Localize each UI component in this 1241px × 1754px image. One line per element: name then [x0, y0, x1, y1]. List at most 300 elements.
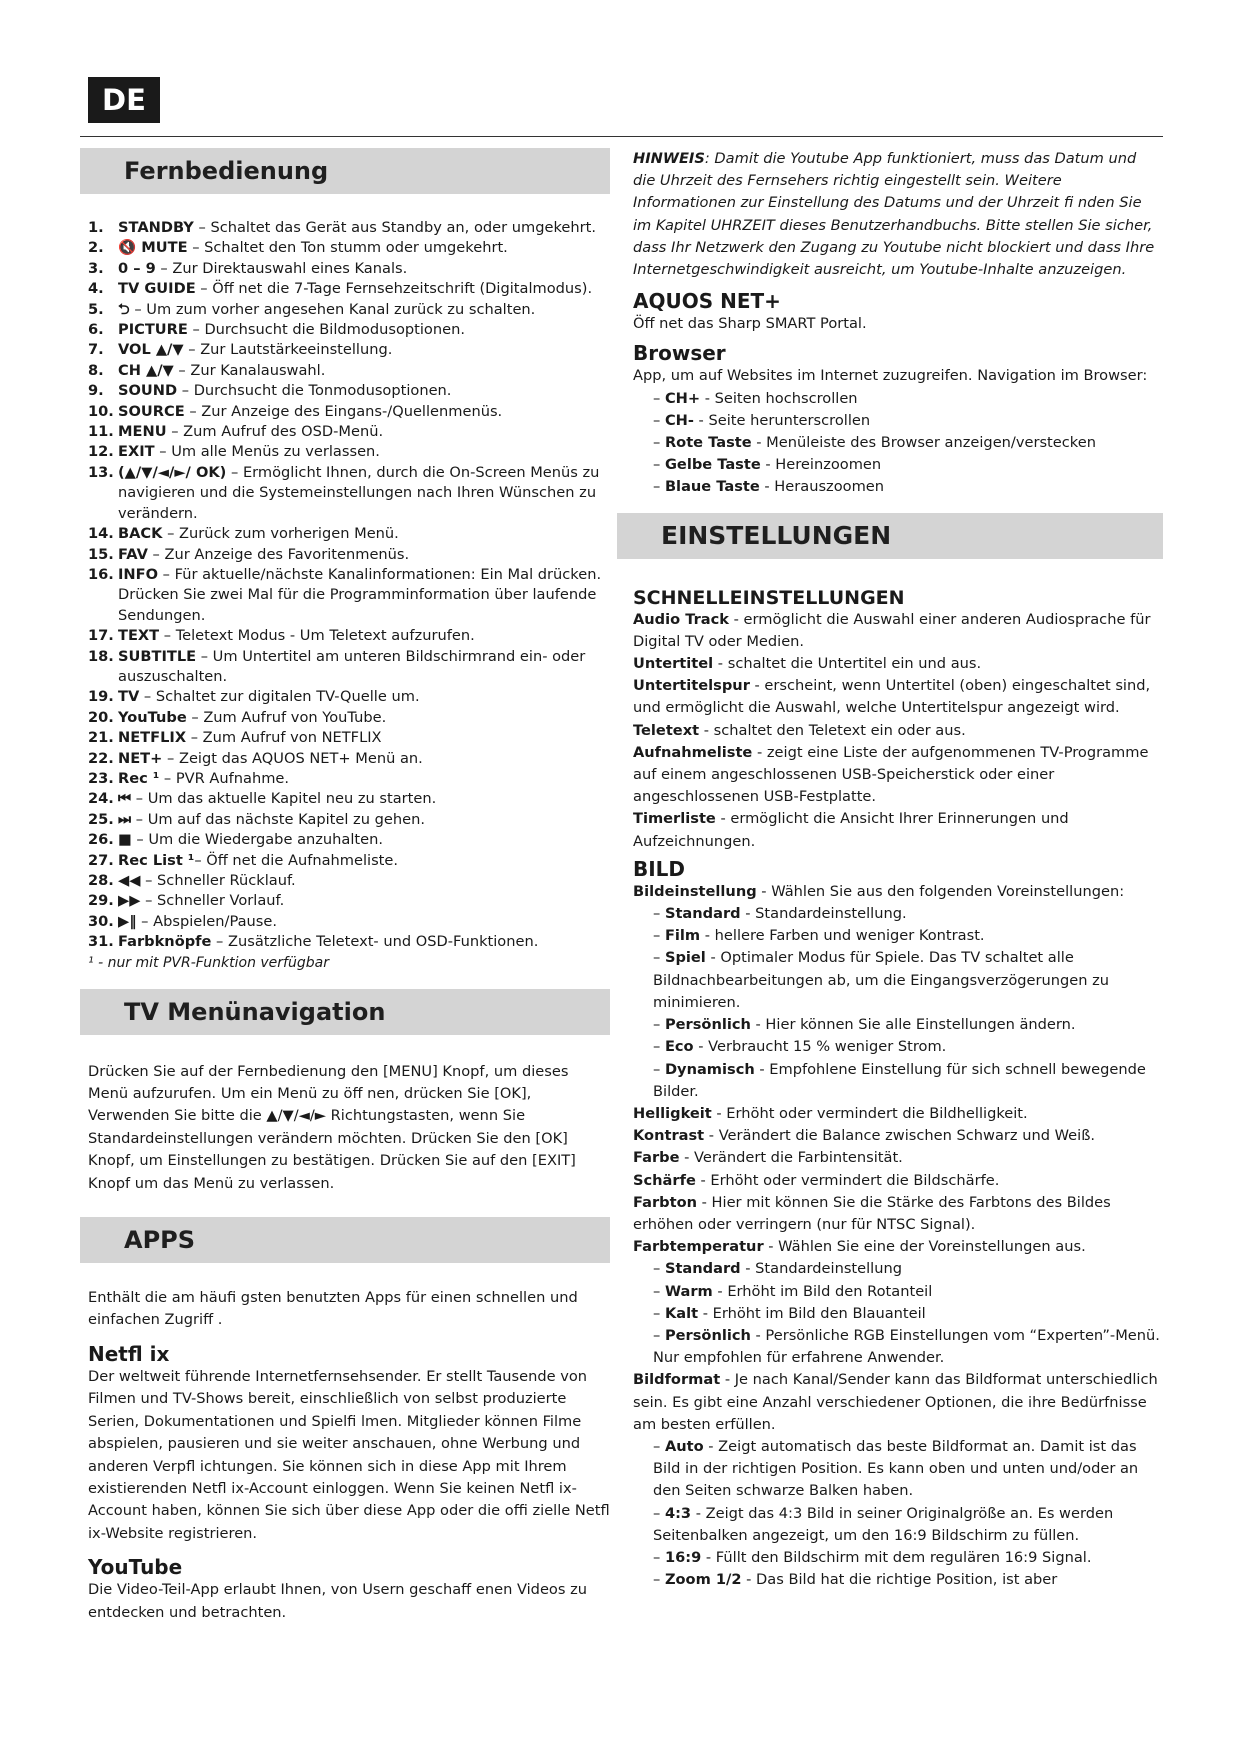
bild-text: - Verändert die Farbintensität.: [679, 1149, 903, 1167]
remote-item-label: SOUND: [118, 382, 178, 400]
bild-preset-label: Spiel: [664, 949, 706, 967]
remote-item-separator: –: [173, 361, 191, 379]
temp-label: Kalt: [664, 1304, 699, 1322]
browser-text: - Seiten hochscrollen: [700, 389, 858, 407]
bild-preset-text: - hellere Farben und weniger Kontrast.: [700, 927, 985, 945]
remote-item-description: Teletext Modus - Um Teletext aufzurufen.: [175, 627, 475, 645]
remote-item-label: 🔇 MUTE: [118, 239, 188, 257]
browser-heading: Browser: [633, 341, 726, 366]
format-item: [625, 1436, 1163, 1503]
netflix-heading: Netfl ix: [88, 1341, 170, 1366]
temp-text: - Erhöht im Bild den Rotanteil: [712, 1282, 933, 1300]
remote-list-item: [80, 626, 610, 646]
browser-item: [625, 410, 1163, 432]
bild-item: [625, 1103, 1163, 1125]
quick-list: [625, 609, 1163, 853]
remote-item-label: SUBTITLE: [118, 647, 197, 665]
remote-list-item: [80, 932, 610, 952]
remote-item-separator: –: [211, 933, 228, 951]
browser-dash: –: [653, 434, 665, 452]
bild-preset-dash: –: [653, 1038, 665, 1056]
remote-item-number: 19.: [88, 688, 114, 706]
bild-item: [625, 1236, 1163, 1258]
quick-item: [625, 675, 1163, 719]
nav-paragraph: Drücken Sie auf der Fernbedienung den [MENU] Knopf, um dieses Menü aufzurufen. Um ein Menü zu öff nen, drücken Sie [OK], Verwenden Sie bitte die ▲/▼/◄/► Richtungstasten, wenn Sie Standardeinstellungen verändern möchten. Drücken Sie den [OK] Knopf, um Einstellungen zu bestätigen. Drücken Sie auf den [EXIT] Knopf um das Menü zu verlassen.: [88, 1062, 576, 1192]
quick-text: - schaltet den Teletext ein oder aus.: [699, 721, 966, 739]
right-column: [625, 148, 1163, 1591]
remote-item-number: 30.: [88, 912, 114, 930]
bild-item: [625, 1125, 1163, 1147]
bild-preset-item: [625, 925, 1163, 947]
remote-item-number: 9.: [88, 382, 104, 400]
bild-preset-dash: –: [653, 927, 665, 945]
quick-text: - zeigt eine Liste der aufgenommenen TV-Programme auf einem angeschlossenen USB-Speicherstick oder einer angeschlossenen USB-Festplatte.: [633, 743, 1149, 806]
remote-item-separator: –: [186, 708, 204, 726]
quick-label: Untertitelspur: [633, 677, 750, 695]
format-text: - Je nach Kanal/Sender kann das Bildformat unterschiedlich sein. Es gibt eine Anzahl verschiedener Optionen, die ihre Bedürfnisse am besten erfüllen.: [633, 1371, 1158, 1433]
temp-text: - Standardeinstellung: [740, 1260, 903, 1278]
remote-list-item: [80, 891, 610, 911]
remote-list-item: [80, 565, 610, 626]
browser-text: - Herauszoomen: [759, 478, 885, 496]
remote-list-item: [80, 851, 610, 871]
temp-dash: –: [653, 1326, 665, 1344]
remote-item-label: SOURCE: [118, 402, 185, 420]
remote-item-label: 0 – 9: [118, 259, 156, 277]
temp-dash: –: [653, 1260, 665, 1278]
bild-preset-text: - Standardeinstellung.: [740, 905, 907, 923]
quick-text: - ermöglicht die Ansicht Ihrer Erinnerungen und Aufzeichnungen.: [633, 810, 1069, 850]
browser-item: [625, 388, 1163, 410]
quick-item: [625, 742, 1163, 809]
remote-item-text: [118, 402, 610, 422]
temp-text: - Erhöht im Bild den Blauanteil: [698, 1304, 926, 1322]
remote-item-label: CH ▲/▼: [118, 361, 174, 379]
remote-item-description: PVR Aufnahme.: [175, 769, 290, 787]
remote-item-separator: –: [140, 872, 158, 889]
remote-item-text: [118, 238, 610, 258]
bild-presets-list: [625, 903, 1163, 1103]
remote-item-separator: –: [194, 851, 207, 869]
browser-label: Blaue Taste: [664, 478, 760, 496]
remote-list-item: [80, 279, 610, 299]
remote-list-item: [80, 830, 610, 850]
browser-item: [625, 432, 1163, 454]
bild-heading: BILD: [633, 856, 686, 881]
remote-item-number: 17.: [88, 627, 114, 645]
remote-item-text: [118, 524, 610, 544]
bild-item: [625, 1192, 1163, 1236]
hinweis-note: [625, 148, 1163, 281]
apps-paragraph: Enthält die am häufi gsten benutzten Apps für einen schnellen und einfachen Zugriff .: [88, 1289, 578, 1329]
quick-item: [625, 808, 1163, 852]
remote-item-description: Durchsucht die Tonmodusoptionen.: [193, 382, 452, 400]
browser-text: - Menüleiste des Browser anzeigen/verstecken: [751, 434, 1096, 452]
browser-label: CH+: [664, 389, 701, 407]
remote-item-label: ⮌: [118, 300, 130, 318]
remote-item-label: Rec ¹: [118, 769, 160, 787]
bild-text: - Hier mit können Sie die Stärke des Farbtons des Bildes erhöhen oder verringern (nur für NTSC Signal).: [633, 1193, 1111, 1233]
remote-list-item: [80, 687, 610, 707]
remote-list-item: [80, 300, 610, 320]
section-apps-title: APPS: [80, 1217, 610, 1263]
format-dash: –: [653, 1437, 665, 1455]
bild-label: Farbe: [633, 1149, 680, 1167]
section-remote-title: Fernbedienung: [80, 148, 610, 194]
remote-item-separator: –: [131, 790, 148, 808]
language-badge: DE: [88, 77, 160, 123]
browser-item: [625, 476, 1163, 498]
bild-text: - Wählen Sie eine der Voreinstellungen aus.: [763, 1238, 1086, 1256]
remote-item-number: 4.: [88, 280, 104, 298]
remote-item-number: 10.: [88, 402, 114, 420]
remote-item-description: Zum Aufruf des OSD-Menü.: [183, 423, 384, 441]
remote-item-label: Farbknöpfe: [118, 933, 212, 951]
browser-dash: –: [653, 411, 665, 429]
remote-item-text: [118, 912, 610, 932]
aquos-heading: AQUOS NET+: [633, 289, 781, 314]
remote-list-item: [80, 442, 610, 462]
remote-item-label: Rec List ¹: [118, 851, 195, 869]
bild-item: [625, 1147, 1163, 1169]
remote-item-separator: –: [158, 565, 175, 583]
remote-item-number: 12.: [88, 443, 114, 461]
remote-item-text: [118, 259, 610, 279]
remote-item-separator: –: [177, 382, 194, 400]
remote-item-text: [118, 932, 610, 952]
remote-item-label: PICTURE: [118, 321, 188, 339]
remote-item-text: [118, 361, 610, 381]
remote-item-label: ⏮: [118, 790, 132, 808]
remote-item-text: [118, 279, 610, 299]
remote-item-text: [118, 300, 610, 320]
format-text: - Füllt den Bildschirm mit dem regulären 16:9 Signal.: [701, 1548, 1092, 1566]
bild-preset-label: Eco: [664, 1038, 694, 1056]
remote-item-separator: –: [226, 463, 243, 481]
format-item: [625, 1569, 1163, 1591]
format-label: Auto: [664, 1437, 704, 1455]
remote-item-text: [118, 789, 610, 809]
remote-item-separator: –: [187, 321, 205, 339]
remote-list-item: [80, 647, 610, 688]
remote-item-number: 25.: [88, 810, 114, 828]
remote-list-item: [80, 259, 610, 279]
remote-list-item: [80, 871, 610, 891]
remote-item-label: ◀◀: [118, 872, 141, 889]
quick-text: - schaltet die Untertitel ein und aus.: [713, 655, 982, 673]
remote-list-item: [80, 545, 610, 565]
browser-text: - Hereinzoomen: [760, 456, 882, 474]
remote-item-separator: –: [187, 239, 205, 257]
remote-list-item: [80, 728, 610, 748]
remote-item-description: Öff net die 7-Tage Fernsehzeitschrift (Digitalmodus).: [212, 280, 593, 298]
remote-item-separator: –: [195, 280, 213, 298]
remote-item-separator: –: [154, 443, 172, 461]
bild-label: Kontrast: [633, 1127, 705, 1145]
remote-item-description: Abspielen/Pause.: [153, 912, 278, 930]
remote-item-description: Um die Wiedergabe anzuhalten.: [148, 831, 384, 849]
bild-preset-label: Film: [664, 927, 701, 945]
remote-list: [80, 218, 610, 953]
remote-item-separator: –: [159, 627, 176, 645]
quick-label: Untertitel: [633, 655, 714, 673]
remote-item-description: Schaltet zur digitalen TV-Quelle um.: [155, 688, 420, 706]
remote-item-label: EXIT: [118, 443, 155, 461]
format-item: [625, 1547, 1163, 1569]
format-dash: –: [653, 1571, 665, 1589]
remote-item-text: [118, 340, 610, 360]
bild-intro-label: Bildeinstellung: [633, 882, 757, 900]
format-label: 4:3: [664, 1504, 692, 1522]
remote-item-label: ▶▶: [118, 892, 141, 910]
remote-item-separator: –: [131, 831, 149, 849]
remote-item-label: INFO: [118, 565, 159, 583]
remote-item-text: [118, 647, 610, 688]
remote-item-number: 31.: [88, 933, 114, 951]
remote-item-description: Zur Anzeige des Favoritenmenüs.: [164, 545, 410, 563]
remote-list-item: [80, 810, 610, 830]
remote-item-text: [118, 851, 610, 871]
remote-item-label: ▶‖: [118, 912, 137, 930]
bild-preset-label: Persönlich: [664, 1016, 751, 1034]
netflix-paragraph: Der weltweit führende Internetfernsehsender. Er stellt Tausende von Filmen und TV-Shows bereit, einschließlich von selbst produzierte Serien, Dokumentationen und Spielfi lmen. Mitglieder können Filme abspielen, pausieren und sie weiter anschauen, ohne Werbung und anderen Verpfl ichtungen. Sie können sich in diese App mit Ihrem existierenden Netfl ix-Account einloggen. Wenn Sie keinen Netfl ix-Account haben, können Sie sich über diese App oder die offi zielle Netfl ix-Website registrieren.: [88, 1367, 610, 1542]
remote-item-description: Für aktuelle/nächste Kanalinformationen: Ein Mal drücken. Drücken Sie zwei Mal für die Programminformation über laufende Sendungen.: [118, 565, 602, 624]
remote-item-text: [118, 687, 610, 707]
format-item: [625, 1503, 1163, 1547]
bild-preset-dash: –: [653, 949, 665, 967]
remote-item-separator: –: [196, 647, 213, 665]
bild-intro: [625, 881, 1163, 903]
remote-item-number: 24.: [88, 790, 114, 808]
bild-preset-item: [625, 947, 1163, 1014]
temp-item: [625, 1281, 1163, 1303]
remote-item-number: 21.: [88, 729, 114, 747]
remote-item-separator: –: [131, 810, 148, 828]
remote-list-item: [80, 749, 610, 769]
browser-label: Gelbe Taste: [664, 456, 761, 474]
remote-item-separator: –: [186, 729, 203, 747]
quick-text: - erscheint, wenn Untertitel (oben) eingeschaltet sind, und ermöglicht die Auswahl, welche Untertitelspur angezeigt wird.: [633, 677, 1151, 717]
remote-item-label: VOL ▲/▼: [118, 341, 184, 359]
bild-preset-text: - Empfohlene Einstellung für sich schnell bewegende Bilder.: [653, 1060, 1146, 1100]
bild-text: - Verändert die Balance zwischen Schwarz und Weiß.: [704, 1127, 1096, 1145]
temp-item: [625, 1325, 1163, 1369]
browser-paragraph: App, um auf Websites im Internet zuzugreifen. Navigation im Browser:: [633, 367, 1148, 385]
remote-item-number: 26.: [88, 831, 114, 849]
remote-item-separator: –: [184, 402, 202, 420]
top-divider: [80, 136, 1163, 137]
remote-item-label: FAV: [118, 545, 148, 563]
remote-item-number: 22.: [88, 749, 114, 767]
temp-dash: –: [653, 1304, 665, 1322]
youtube-heading: YouTube: [88, 1555, 183, 1580]
remote-item-text: [118, 545, 610, 565]
quick-heading: SCHNELLEINSTELLUNGEN: [633, 586, 905, 609]
remote-item-text: [118, 769, 610, 789]
remote-item-separator: –: [147, 545, 165, 563]
remote-item-text: [118, 442, 610, 462]
remote-item-description: Zurück zum vorherigen Menü.: [179, 525, 399, 543]
remote-list-item: [80, 524, 610, 544]
section-settings-title: EINSTELLUNGEN: [617, 513, 1163, 559]
bild-preset-item: [625, 1036, 1163, 1058]
remote-item-number: 8.: [88, 361, 104, 379]
remote-item-number: 27.: [88, 851, 114, 869]
remote-item-description: Um Untertitel am unteren Bildschirmrand ein- oder auszuschalten.: [118, 647, 586, 685]
remote-list-item: [80, 708, 610, 728]
remote-item-text: [118, 891, 610, 911]
remote-item-text: [118, 830, 610, 850]
bild-items-list: [625, 1103, 1163, 1258]
temp-label: Persönlich: [664, 1326, 751, 1344]
bild-preset-dash: –: [653, 1016, 665, 1034]
remote-item-separator: –: [139, 688, 156, 706]
bild-item: [625, 1170, 1163, 1192]
remote-list-item: [80, 361, 610, 381]
remote-item-separator: –: [155, 259, 173, 277]
remote-item-number: 11.: [88, 423, 114, 441]
quick-label: Timerliste: [633, 810, 716, 828]
remote-item-number: 6.: [88, 321, 104, 339]
youtube-paragraph: Die Video-Teil-App erlaubt Ihnen, von Usern geschaff enen Videos zu entdecken und betrachten.: [88, 1581, 588, 1621]
remote-list-item: [80, 789, 610, 809]
remote-item-separator: –: [129, 300, 147, 318]
remote-item-description: Schneller Rücklauf.: [157, 872, 296, 889]
remote-item-number: 23.: [88, 769, 114, 787]
temp-item: [625, 1303, 1163, 1325]
remote-item-label: MENU: [118, 423, 167, 441]
format-label: Zoom 1/2: [664, 1571, 742, 1589]
quick-item: [625, 653, 1163, 675]
remote-item-label: NETFLIX: [118, 729, 187, 747]
remote-item-description: Um alle Menüs zu verlassen.: [171, 443, 380, 461]
browser-label: Rote Taste: [664, 434, 752, 452]
left-column: [80, 148, 610, 1624]
remote-item-description: Schneller Vorlauf.: [157, 892, 285, 910]
remote-item-number: 3.: [88, 259, 104, 277]
remote-item-text: [118, 381, 610, 401]
bild-label: Helligkeit: [633, 1104, 712, 1122]
remote-item-number: 13.: [88, 463, 114, 481]
remote-list-item: [80, 422, 610, 442]
remote-item-description: Um zum vorher angesehen Kanal zurück zu schalten.: [146, 300, 536, 318]
remote-item-description: Zum Aufruf von YouTube.: [203, 708, 387, 726]
remote-item-description: Zur Kanalauswahl.: [190, 361, 326, 379]
remote-item-number: 1.: [88, 219, 104, 236]
browser-dash: –: [653, 389, 665, 407]
remote-item-text: [118, 810, 610, 830]
remote-item-text: [118, 708, 610, 728]
remote-item-description: Schaltet das Gerät aus Standby an, oder umgekehrt.: [210, 219, 596, 236]
remote-item-label: ■: [118, 831, 132, 849]
remote-item-description: Zusätzliche Teletext- und OSD-Funktionen.: [228, 933, 539, 951]
remote-item-separator: –: [166, 423, 184, 441]
quick-item: [625, 609, 1163, 653]
format-items-list: [625, 1436, 1163, 1591]
remote-item-text: [118, 871, 610, 891]
remote-item-description: Schaltet den Ton stumm oder umgekehrt.: [204, 239, 508, 257]
remote-item-label: (▲/▼/◄/►/ OK): [118, 463, 227, 481]
remote-list-item: [80, 769, 610, 789]
bild-intro-text: - Wählen Sie aus den folgenden Voreinstellungen:: [756, 882, 1125, 900]
hinweis-text: : Damit die Youtube App funktioniert, muss das Datum und die Uhrzeit des Fernsehers richtig eingestellt sein. Weitere Informationen zur Einstellung des Datums und der Uhrzeit fi nden Sie im Kapitel UHRZEIT dieses Benutzerhandbuchs. Bitte stellen Sie sicher, dass Ihr Netzwerk den Zugang zu Youtube nicht blockiert und dass Ihre Internetgeschwindigkeit ausreicht, um Youtube-Inhalte anzuzeigen.: [633, 150, 1155, 279]
remote-list-item: [80, 320, 610, 340]
remote-list-item: [80, 238, 610, 258]
temp-items-list: [625, 1258, 1163, 1369]
remote-item-number: 2.: [88, 239, 104, 257]
format-dash: –: [653, 1548, 665, 1566]
remote-item-label: ⏭: [118, 810, 132, 828]
bild-label: Schärfe: [633, 1171, 696, 1189]
format-text: - Das Bild hat die richtige Position, ist aber: [741, 1571, 1058, 1589]
remote-item-label: BACK: [118, 525, 163, 543]
browser-list: [625, 388, 1163, 499]
remote-item-description: Um auf das nächste Kapitel zu gehen.: [147, 810, 425, 828]
temp-item: [625, 1258, 1163, 1280]
remote-list-item: [80, 340, 610, 360]
remote-item-text: [118, 218, 610, 238]
temp-text: - Persönliche RGB Einstellungen vom “Experten”-Menü. Nur empfohlen für erfahrene Anwender.: [653, 1326, 1160, 1367]
bild-preset-text: - Hier können Sie alle Einstellungen ändern.: [750, 1016, 1076, 1034]
format-label: 16:9: [664, 1548, 702, 1566]
remote-item-description: Ermöglicht Ihnen, durch die On-Screen Menüs zu navigieren und die Systemeinstellungen nach Ihren Wünschen zu verändern.: [118, 463, 600, 522]
remote-item-label: TV: [118, 688, 140, 706]
bild-preset-text: - Optimaler Modus für Spiele. Das TV schaltet alle Bildnachbearbeitungen ab, um die Eingangsverzögerungen zu minimieren.: [653, 949, 1110, 1011]
remote-list-item: [80, 381, 610, 401]
bild-text: - Erhöht oder vermindert die Bildschärfe.: [695, 1171, 1000, 1189]
remote-item-text: [118, 728, 610, 748]
remote-item-label: TV GUIDE: [118, 280, 196, 298]
remote-item-label: STANDBY: [118, 219, 194, 236]
bild-label: Farbton: [633, 1193, 697, 1211]
remote-item-text: [118, 463, 610, 524]
remote-item-number: 7.: [88, 341, 104, 359]
remote-item-number: 20.: [88, 708, 114, 726]
quick-text: - ermöglicht die Auswahl einer anderen Audiosprache für Digital TV oder Medien.: [633, 610, 1151, 650]
quick-label: Audio Track: [633, 610, 729, 628]
remote-item-separator: –: [162, 525, 180, 543]
browser-text: - Seite herunterscrollen: [693, 411, 871, 429]
format-label: Bildformat: [633, 1371, 721, 1389]
remote-list-item: [80, 463, 610, 524]
temp-label: Standard: [664, 1260, 741, 1278]
temp-dash: –: [653, 1282, 665, 1300]
remote-item-text: [118, 565, 610, 626]
remote-item-label: TEXT: [118, 627, 160, 645]
remote-item-text: [118, 422, 610, 442]
browser-dash: –: [653, 456, 665, 474]
remote-item-number: 15.: [88, 545, 114, 563]
remote-item-description: Zeigt das AQUOS NET+ Menü an.: [178, 749, 423, 767]
remote-item-label: NET+: [118, 749, 163, 767]
remote-item-separator: –: [136, 912, 154, 930]
remote-item-separator: –: [159, 769, 176, 787]
remote-item-description: Durchsucht die Bildmodusoptionen.: [204, 321, 465, 339]
format-text: - Zeigt das 4:3 Bild in seiner Originalgröße an. Es werden Seitenbalken angezeigt, um den 16:9 Bildschirm zu füllen.: [653, 1504, 1114, 1544]
remote-item-text: [118, 320, 610, 340]
format-dash: –: [653, 1504, 665, 1522]
remote-item-text: [118, 626, 610, 646]
remote-item-number: 14.: [88, 525, 114, 543]
remote-list-item: [80, 402, 610, 422]
quick-label: Teletext: [633, 721, 700, 739]
remote-item-description: Öff net die Aufnahmeliste.: [206, 851, 399, 869]
remote-list-item: [80, 218, 610, 238]
browser-label: CH-: [664, 411, 694, 429]
remote-item-text: [118, 749, 610, 769]
remote-item-separator: –: [183, 341, 201, 359]
bild-preset-dash: –: [653, 1060, 665, 1078]
